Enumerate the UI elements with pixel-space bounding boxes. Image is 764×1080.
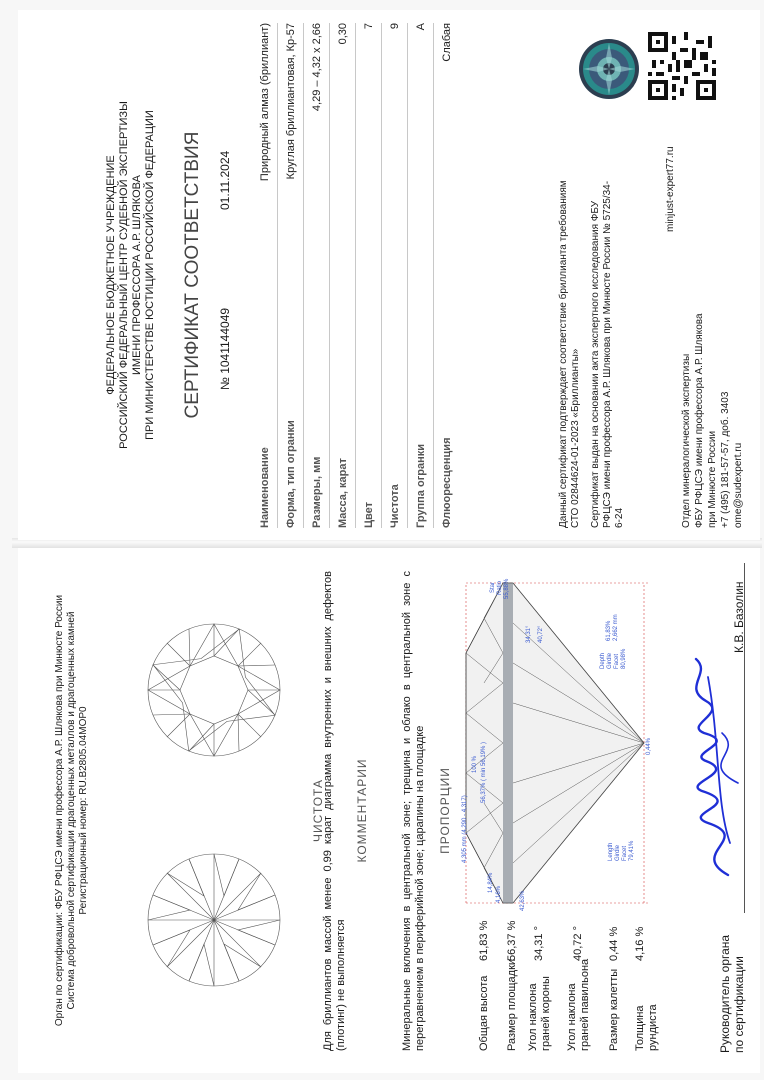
diagram-girdle-label: Girdle (615, 844, 621, 861)
proportion-label: Размер площадки (506, 958, 518, 1051)
issuance-basis: Сертификат выдан на основании акта экспертного исследования ФБУ РФЦСЭ имени профессора А.Р. Шлякова при Минюсте России № 5725/34-6-24 (590, 180, 625, 528)
diagram-depth-mm: 2,662 mm (613, 614, 619, 641)
certificate-right-page (18, 548, 760, 1073)
spec-label: Масса, карат (337, 458, 349, 528)
right-page-content (18, 548, 760, 1073)
clarity-section-title: ЧИСТОТА (311, 779, 325, 842)
proportion-label: Размер калетты (608, 968, 620, 1051)
spec-label: Наименование (259, 447, 271, 528)
proportion-value: 40,72 ° (572, 926, 584, 961)
spec-value: Круглая бриллиантовая, Кр-57 (285, 23, 297, 180)
spec-row (359, 23, 382, 528)
website-link[interactable]: minjust-expert77.ru (665, 146, 676, 232)
proportion-label-line-2: граней павильона (579, 958, 591, 1051)
certification-body-line-1: Орган по сертификации: ФБУ РФЦСЭ имени профессора А.Р. Шлякова при Минюсте России (54, 594, 65, 1027)
head-of-body-label-line-1: Руководитель органа (718, 934, 732, 1053)
certificate-left-page (18, 10, 760, 540)
diagram-girdle-facet-value: 80,98% (621, 648, 627, 669)
institution-line-3: ИМЕНИ ПРОФЕССОРА А.Р. ШЛЯКОВА (131, 175, 143, 375)
spec-value: 0,30 (337, 23, 349, 45)
certificate-title: СЕРТИФИКАТ СООТВЕТСТВИЯ (182, 131, 203, 419)
spec-label: Размеры, мм (311, 456, 323, 528)
spec-value: Природный алмаз (бриллиант) (259, 23, 271, 182)
diagram-table-label: 56,37% ( min 56,19% ) (481, 741, 487, 803)
proportion-label: Толщина (634, 1005, 646, 1051)
diagram-length-value: 79,41% (629, 840, 635, 861)
head-of-body-label-line-2: по сертификации (732, 956, 746, 1053)
diagram-ratio-label: Ratio (497, 580, 503, 595)
department-line-2: ФБУ РФЦСЭ имени профессора А.Р. Шлякова (694, 313, 705, 528)
plotting-note: Для бриллиантов массой менее 0,99 карат диаграмма внутренних и внешних дефектов (плотинг) не выполняется (322, 571, 347, 1051)
certification-body-line-3: Регистрационный номер: RU.B2805.04MOP0 (78, 706, 89, 915)
proportion-label: Общая высота (478, 975, 490, 1051)
spec-label: Форма, тип огранки (285, 420, 297, 528)
proportion-value: 34,31 ° (533, 926, 545, 961)
proportion-value: 61,83 % (478, 920, 490, 961)
comments-section-title: КОММЕНТАРИИ (355, 758, 369, 863)
spec-value: Слабая (441, 23, 453, 62)
diagram-diameter-label: 4,305 mm (4,290 - 4,317) (462, 795, 468, 863)
diagram-crown-angle: 34,31° (526, 625, 532, 643)
spec-row (437, 23, 459, 528)
proportion-label-line-2: рундиста (647, 1004, 659, 1051)
clarity-crown-diagram (143, 619, 285, 761)
spec-label: Чистота (389, 484, 401, 528)
proportion-value: 56,37 % (506, 920, 518, 961)
proportion-label: Угол наклона (566, 983, 578, 1051)
diagram-pavilion-angle: 40,72° (538, 625, 544, 643)
proportion-label-line-2: граней короны (540, 976, 552, 1051)
spec-row (307, 23, 330, 528)
diagram-depth-label: Depth (600, 652, 606, 669)
qr-code-icon (648, 32, 716, 100)
department-line-1: Отдел минералогической экспертизы (681, 353, 692, 528)
left-page-content (18, 10, 760, 540)
spec-row (333, 23, 356, 528)
diagram-facet-label: Facet (622, 845, 628, 861)
spec-label: Флюоресценция (441, 437, 453, 528)
proportion-value: 0,44 % (608, 926, 620, 961)
institution-line-1: ФЕДЕРАЛЬНОЕ БЮДЖЕТНОЕ УЧРЕЖДЕНИЕ (105, 155, 117, 395)
department-phone: +7 (495) 181-57-57, доб. 3403 (720, 391, 731, 528)
spec-label: Группа огранки (415, 443, 427, 528)
diagram-culet-value: 0,44% (646, 737, 652, 755)
diagram-100-label: 100 % (472, 755, 478, 773)
diagram-girdle2-label: Girdle (607, 652, 613, 669)
diamond-profile-diagram (458, 563, 658, 923)
spec-row (411, 23, 434, 528)
spec-value: 9 (389, 23, 401, 30)
hologram-seal-icon (578, 38, 640, 100)
institution-line-4: ПРИ МИНИСТЕРСТВЕ ЮСТИЦИИ РОССИЙСКОЙ ФЕДЕРАЦИИ (144, 110, 156, 440)
diagram-facet2-label: Facet (614, 653, 620, 669)
conformity-statement: Данный сертификат подтверждает соответствие бриллианта требованиям СТО 02844624-01-2023 «Бриллианты» (558, 180, 581, 528)
spec-row (281, 23, 304, 528)
proportion-value: 4,16 % (634, 926, 646, 961)
spec-row (255, 23, 278, 528)
handwritten-signature (668, 653, 758, 883)
diagram-star-ratio-value: 55,88% (504, 578, 510, 599)
diagram-length-label: Length (608, 842, 614, 861)
proportion-label: Угол наклона (527, 983, 539, 1051)
diagram-star-label: Star (490, 581, 496, 593)
spec-value: А (415, 23, 427, 31)
spec-value: 7 (363, 23, 375, 30)
department-line-3: при Минюсте России (707, 430, 718, 528)
diagram-depth-pct: 61,83% (606, 620, 612, 641)
proportions-section-title: ПРОПОРЦИИ (438, 767, 452, 854)
institution-line-2: РОССИЙСКИЙ ФЕДЕРАЛЬНЫЙ ЦЕНТР СУДЕБНОЙ ЭКСПЕРТИЗЫ (118, 101, 130, 449)
certification-body-line-2: Система добровольной сертификации драгоценных металлов и драгоценных камней (66, 611, 77, 1010)
department-email: ome@sudexpert.ru (733, 442, 744, 528)
clarity-pavilion-diagram (143, 849, 285, 991)
comments-text: Минеральные включения в центральной зоне; трещина и облако в центральной зоне с перегравнением в периферийной зоне; царапины на площадке (401, 571, 426, 1051)
diagram-pavilion-depth: 42,63% (520, 890, 526, 911)
head-of-body-name: К.В. Базолин (732, 581, 746, 653)
spec-label: Цвет (363, 501, 375, 528)
spec-row (385, 23, 408, 528)
diagram-crown-height: 14,84% (488, 872, 494, 893)
certificate-date: 01.11.2024 (218, 150, 232, 210)
certificate-number: № 1041144049 (218, 307, 232, 390)
diagram-girdle-thickness: 4,16% (496, 885, 502, 903)
spec-value: 4,29 – 4,32 х 2,66 (311, 23, 323, 112)
